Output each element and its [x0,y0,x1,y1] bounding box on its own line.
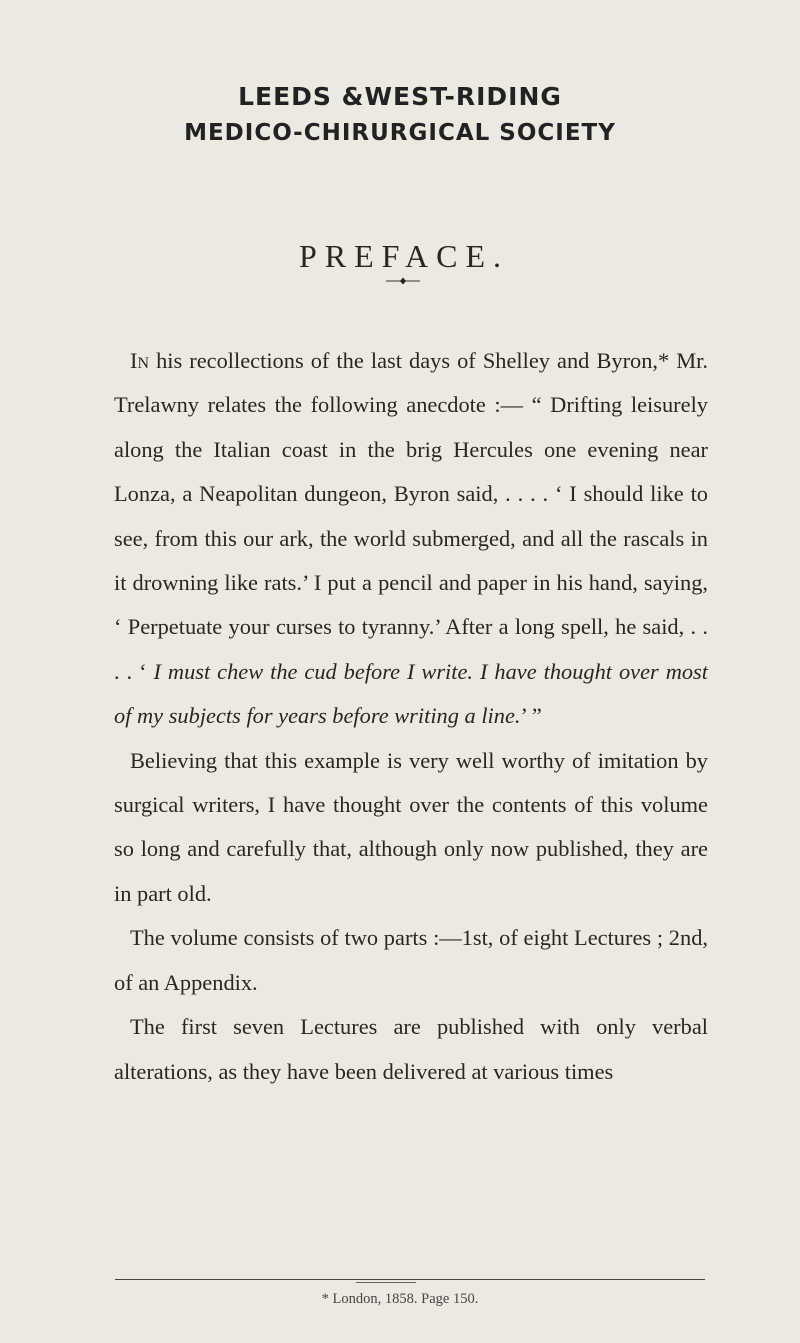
library-stamp-line2: MEDICO-CHIRURGICAL SOCIETY [184,120,616,146]
paragraph-anecdote [114,339,708,739]
preface-body [114,339,708,1094]
footnote-rule [115,1279,705,1280]
footnote: * London, 1858. Page 150. [321,1291,479,1307]
anecdote-quote-italic: I must chew the cud before I write. I have thought over most of my subjects for years before writing a line. [114,658,708,729]
paragraph-lectures: The first seven Lectures are published with only verbal alterations, as they have been delivered at various times [114,1014,708,1084]
paragraph-volume: The volume consists of two parts :—1st, of eight Lectures ; 2nd, of an Appendix. [114,925,708,995]
paragraph-believing: Believing that this example is very well worthy of imitation by surgical writers, I have thought over the contents of this volume so long and carefully that, although only now published, they are in part old. [114,747,708,906]
anecdote-close: ’ ” [520,703,542,729]
lead-word: In [130,348,150,373]
diamond-rule-icon [386,276,420,286]
footnote-short-rule [356,1282,416,1283]
library-stamp-line1: LEEDS &WEST-RIDING [238,82,562,111]
anecdote-text: his recollections of the last days of Shelley and Byron,* Mr. Trelawny relates the following anecdote :— “ Drifting leisurely along the Italian coast in the brig Hercules one evening near Lonza, a Neapolitan dungeon, Byron said, . . . . ‘ I should like to see, from this our ark, the world submerged, and all the rascals in it drowning like rats.’ I put a pencil and paper in his hand, saying, ‘ Perpetuate your curses to tyranny.’ After a long spell, he said, . . . . ‘ [114,348,708,684]
page-title: PREFACE. [298,238,510,274]
